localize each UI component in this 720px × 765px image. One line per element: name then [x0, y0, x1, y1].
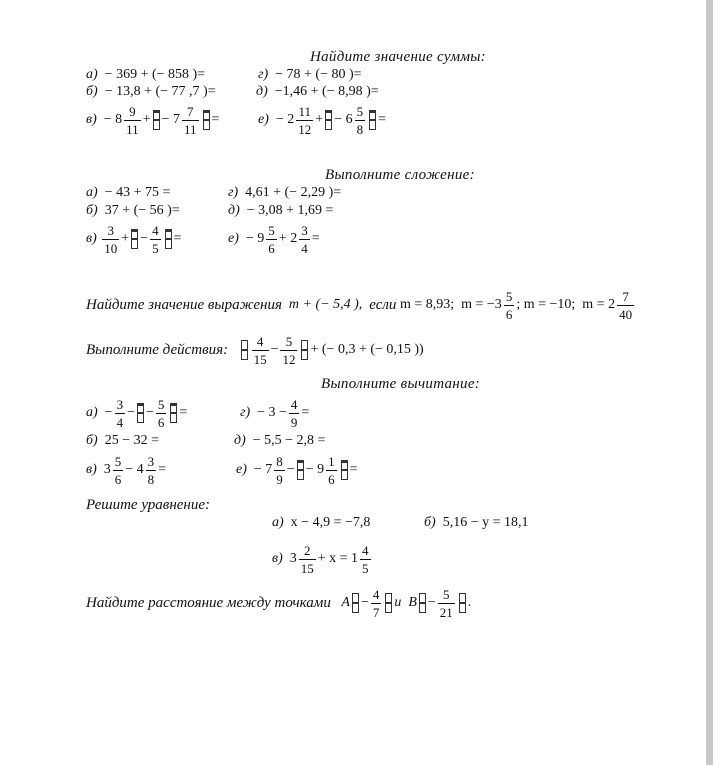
expression-task: Найдите значение выражения m + (− 5,4 ), если m = 8,93; m = −3 $\frac{5}{6}$ ; m = −10; m = 2 $\frac{7}{40}$ — [86, 288, 633, 322]
subtraction-item-d: д) − 5,5 − 2,8 = — [234, 433, 326, 448]
subtraction-item-b: б) 25 − 32 = — [86, 433, 159, 448]
equation-item-v: в) 3 $\frac{2}{15}$ + x = 1 $\frac{4}{5}$ — [272, 542, 369, 576]
subtraction-item-v: в) 3 $\frac{5}{6}$ − 4 $\frac{3}{8}$ = — [86, 453, 167, 487]
addition-item-g: г) 4,61 + (− 2,29 )= — [228, 185, 342, 200]
distance-task: Найдите расстояние между точками A − $\frac{4}{7}$ и B − $\frac{5}{21}$ . — [86, 586, 472, 620]
addition-item-d: д) − 3,08 + 1,69 = — [228, 203, 334, 218]
sum-item-d: д) −1,46 + (− 8,98 )= — [256, 84, 379, 99]
sum-item-b: б) − 13,8 + (− 77 ,7 )= — [86, 84, 216, 99]
addition-item-b: б) 37 + (− 56 )= — [86, 203, 180, 218]
equation-title: Решите уравнение: — [86, 497, 211, 513]
sum-item-v: в) − 8 $\frac{9}{11}$ + − 7 $\frac{7}{11}$ = — [86, 103, 220, 137]
equation-item-a: а) x − 4,9 = −7,8 — [272, 515, 371, 530]
sum-item-e: е) − 2 $\frac{11}{12}$ + − 6 $\frac{5}{8}$ = — [258, 103, 387, 137]
subtraction-item-e: е) − 7 $\frac{8}{9}$ − − 9 $\frac{1}{6}$ = — [236, 453, 358, 487]
subtraction-item-g: г) − 3 − $\frac{4}{9}$ = — [240, 396, 310, 430]
sum-item-g: г) − 78 + (− 80 )= — [258, 67, 362, 82]
addition-title: Выполните сложение: — [325, 167, 475, 183]
addition-item-v: в) $\frac{3}{10}$ + − $\frac{4}{5}$ = — [86, 222, 182, 256]
addition-item-a: а) − 43 + 75 = — [86, 185, 171, 200]
page-edge-scrollbar — [706, 0, 713, 765]
addition-item-e: е) − 9 $\frac{5}{6}$ + 2 $\frac{3}{4}$ = — [228, 222, 320, 256]
subtraction-title: Выполните вычитание: — [321, 376, 481, 392]
sum-item-a: а) − 369 + (− 858 )= — [86, 67, 206, 82]
actions-task: Выполните действия: $\frac{4}{15}$ − $\frac{5}{12}$ + (− 0,3 + (− 0,15 )) — [86, 333, 424, 367]
sum-title: Найдите значение суммы: — [310, 49, 486, 65]
equation-item-b: б) 5,16 − y = 18,1 — [424, 515, 529, 530]
subtraction-item-a: а) − $\frac{3}{4}$ − − $\frac{5}{6}$ = — [86, 396, 188, 430]
